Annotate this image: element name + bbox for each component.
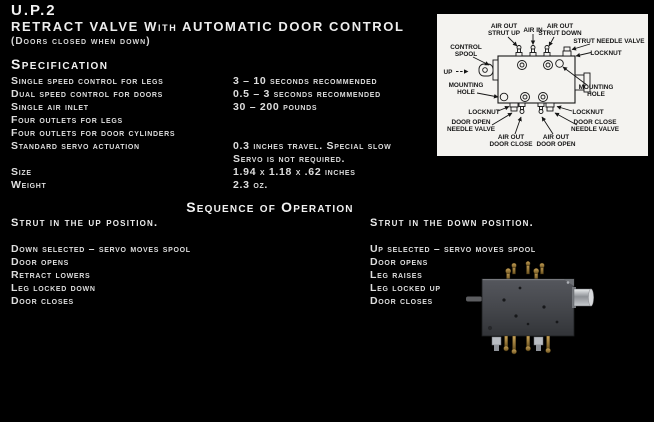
- label-door-close-needle-valve: DOOR CLOSE: [573, 119, 617, 126]
- spec-row: [11, 101, 436, 114]
- photo-right-cylinder: [572, 287, 594, 308]
- specification-heading: Specification: [11, 56, 109, 72]
- spec-row: [11, 153, 436, 166]
- sequence-heading: Sequence of Operation: [186, 199, 354, 215]
- photo-left-rod: [466, 297, 482, 302]
- svg-text:NEEDLE VALVE: NEEDLE VALVE: [570, 126, 620, 133]
- svg-text:SPOOL: SPOOL: [454, 51, 478, 58]
- label-mounting-hole-right: MOUNTING: [578, 84, 614, 91]
- sequence-step: Leg locked down: [11, 282, 96, 294]
- sequence-up-title: Strut in the up position.: [11, 217, 159, 229]
- page-title: U.P.2: [11, 2, 57, 19]
- label-air-out-strut-up: AIR OUT: [490, 23, 518, 30]
- spec-row: [11, 140, 436, 153]
- spec-row: [11, 127, 436, 140]
- spec-label: Dual speed control for doors: [11, 88, 164, 100]
- spec-label: Single air inlet: [11, 101, 89, 113]
- spec-row: [11, 114, 436, 127]
- svg-text:DOOR CLOSE: DOOR CLOSE: [489, 141, 533, 148]
- spec-label: Standard servo actuation: [11, 140, 140, 152]
- sequence-step: Door closes: [370, 295, 433, 307]
- sequence-step: Up selected – servo moves spool: [370, 243, 536, 255]
- label-locknut-right: LOCKNUT: [572, 109, 604, 116]
- header: [11, 3, 405, 48]
- svg-text:DOOR OPEN: DOOR OPEN: [536, 141, 576, 148]
- diagram-labels: [444, 23, 646, 148]
- label-locknut-top: LOCKNUT: [590, 50, 622, 57]
- svg-text:STRUT UP: STRUT UP: [488, 30, 520, 37]
- product-photo-drawing: [460, 260, 600, 360]
- photo-top-fittings: [506, 261, 545, 280]
- spec-value: 30 – 200 pounds: [233, 101, 318, 113]
- spec-value: Servo is not required.: [233, 153, 346, 165]
- sequence-step: Door opens: [370, 256, 428, 268]
- spec-label: Weight: [11, 179, 47, 191]
- svg-text:STRUT DOWN: STRUT DOWN: [538, 30, 582, 37]
- svg-text:NEEDLE VALVE: NEEDLE VALVE: [446, 126, 496, 133]
- svg-text:HOLE: HOLE: [457, 89, 475, 96]
- label-air-out-strut-down: AIR OUT: [546, 23, 574, 30]
- sequence-up-column: [11, 217, 191, 308]
- label-air-in: AIR IN: [523, 27, 543, 34]
- label-strut-needle-valve: STRUT NEEDLE VALVE: [573, 38, 645, 45]
- sequence-step: Retract lowers: [11, 269, 91, 281]
- spec-label: [11, 153, 233, 166]
- label-locknut-left: LOCKNUT: [468, 109, 500, 116]
- spec-row: [11, 75, 436, 88]
- spec-label: Size: [11, 166, 32, 178]
- spec-value: 0.5 – 3 seconds recommended: [233, 88, 381, 100]
- valve-diagram: [437, 14, 648, 156]
- label-air-out-door-open: AIR OUT: [542, 134, 570, 141]
- spec-label: Four outlets for legs: [11, 114, 123, 126]
- sequence-step: Down selected – servo moves spool: [11, 243, 191, 255]
- label-up: UP: [443, 69, 453, 76]
- sequence-step: Door closes: [11, 295, 74, 307]
- sequence-step: Door opens: [11, 256, 69, 268]
- label-door-open-needle-valve: DOOR OPEN: [451, 119, 491, 126]
- product-photo: [460, 260, 600, 360]
- label-air-out-door-close: AIR OUT: [497, 134, 525, 141]
- spec-row: [11, 166, 436, 179]
- spec-label: Single speed control for legs: [11, 75, 164, 87]
- spec-value: [233, 127, 436, 140]
- sequence-down-title: Strut in the down position.: [370, 217, 534, 229]
- sequence-step: Leg raises: [370, 269, 423, 281]
- spec-value: 1.94 x 1.18 x .62 inches: [233, 166, 356, 178]
- valve-diagram-drawing: [437, 14, 648, 156]
- spec-value: 3 – 10 seconds recommended: [233, 75, 378, 87]
- page-subtitle: RETRACT VALVE With AUTOMATIC DOOR CONTROL: [11, 19, 405, 34]
- sequence-step: Leg locked up: [370, 282, 441, 294]
- spec-value: 0.3 inches travel. Special slow: [233, 140, 392, 152]
- svg-text:HOLE: HOLE: [587, 91, 605, 98]
- label-mounting-hole-left: MOUNTING: [448, 82, 484, 89]
- spec-value: [233, 114, 436, 127]
- spec-row: [11, 179, 436, 192]
- spec-value: 2.3 oz.: [233, 179, 269, 191]
- spec-row: [11, 88, 436, 101]
- photo-bottom-fittings: [492, 336, 551, 354]
- label-control-spool: CONTROL: [450, 44, 482, 51]
- photo-valve-body: [482, 279, 574, 336]
- page-note: (Doors closed when down): [11, 36, 151, 47]
- spec-label: Four outlets for door cylinders: [11, 127, 176, 139]
- specification-section: [11, 56, 436, 192]
